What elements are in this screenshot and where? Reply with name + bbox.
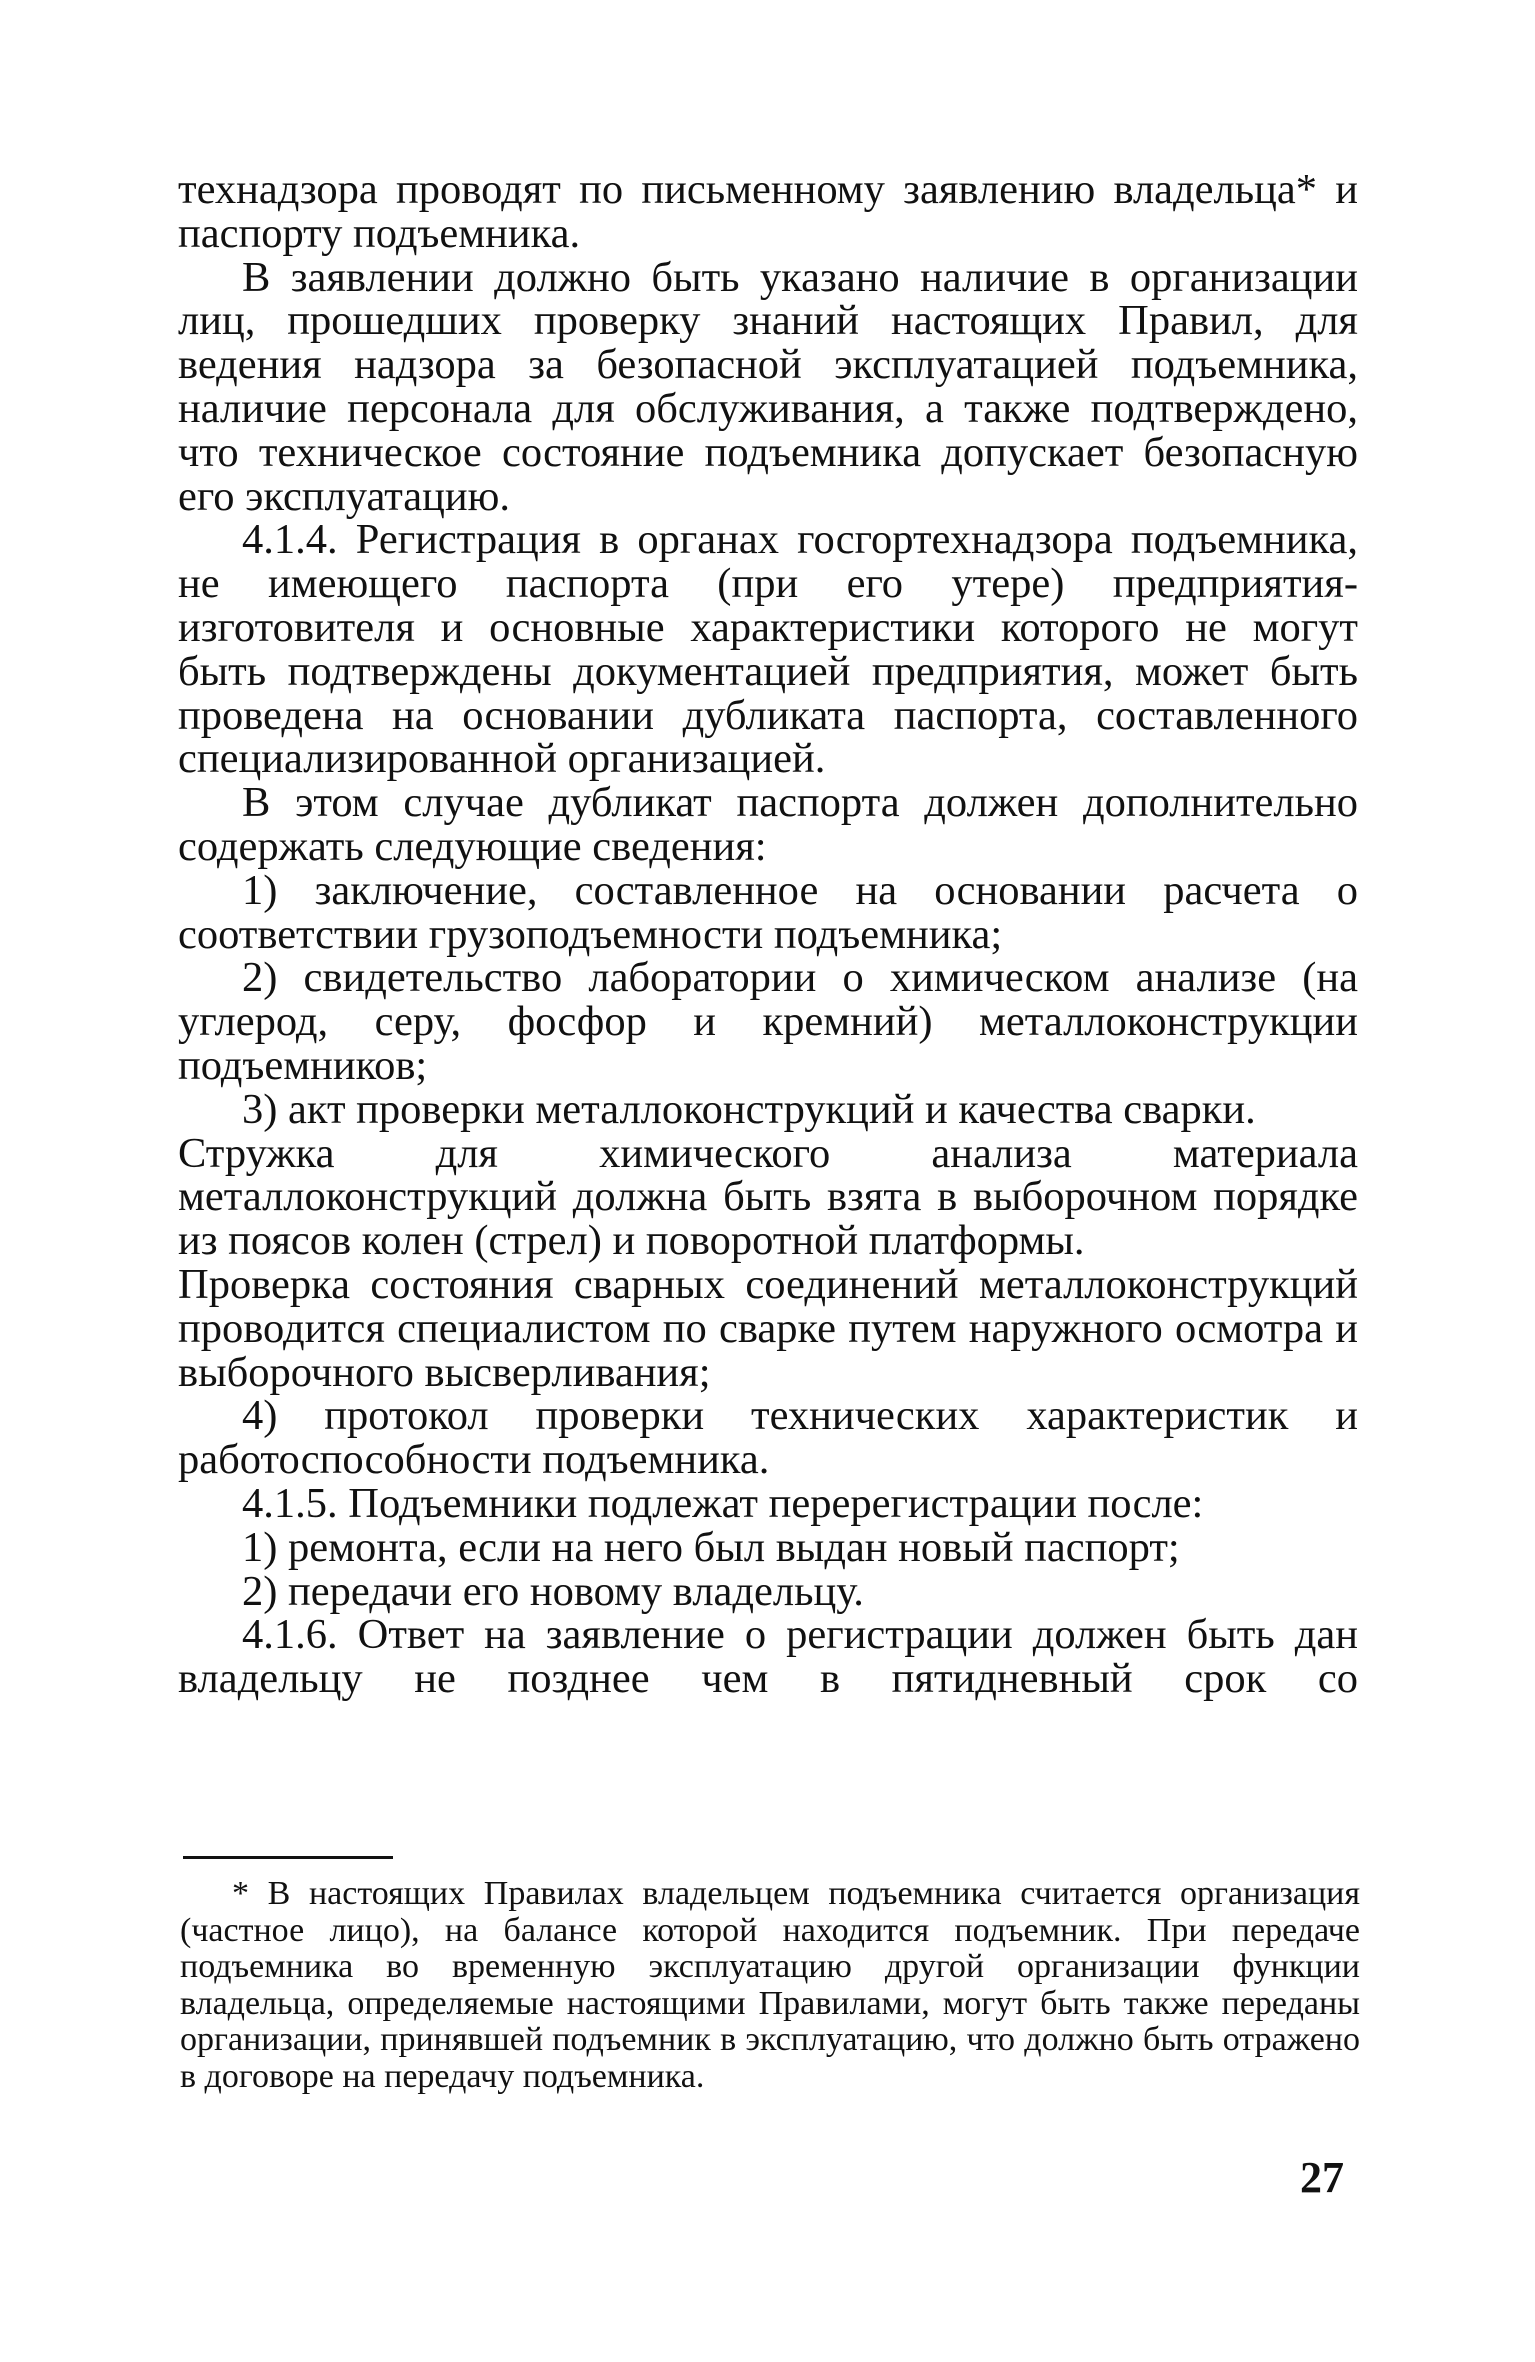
list-item-4-protocol: 4) протокол проверки технических характеристик и работоспособности подъемника. bbox=[178, 1392, 1358, 1484]
footnote bbox=[180, 1876, 1360, 2095]
list-item-1-conclusion: 1) заключение, составленное на основании расчета о соответствии грузоподъемности подъемника; bbox=[178, 866, 1358, 958]
paragraph-duplicate-passport: В этом случае дубликат паспорта должен дополнительно содержать следующие сведения: bbox=[178, 779, 1358, 870]
paragraph-application-requirements: В заявлении должно быть указано наличие в организации лиц, прошедших проверку знаний настоящих Правил, для ведения надзора за безопасной эксплуатацией подъемника, наличие персонала для обслуживания, а также подтверждено, что техническое состояние подъемника допускает безопасную его эксплуатацию. bbox=[178, 253, 1358, 520]
paragraph-4-1-4: 4.1.4. Регистрация в органах госгортехнадзора подъемника, не имеющего паспорта (при его утере) предприятия-изготовителя и основные характеристики которого не могут быть подтверждены документацией предприятия, может быть проведена на основании дубликата паспорта, составленного специализированной организацией. bbox=[178, 516, 1358, 783]
list-item-2-lab-certificate: 2) свидетельство лаборатории о химическом анализе (на углерод, серу, фосфор и кремний) металлоконструкции подъемников; bbox=[178, 954, 1358, 1089]
list-item-repair: 1) ремонта, если на него был выдан новый паспорт; bbox=[242, 1523, 1180, 1571]
paragraph-4-1-6: 4.1.6. Ответ на заявление о регистрации должен быть дан владельцу не позднее чем в пятидневный срок со bbox=[178, 1611, 1358, 1703]
footnote-text: * В настоящих Правилах владельцем подъемника считается организация (частное лицо), на балансе которой находится подъемник. При передаче подъемника во временную эксплуатацию другой организации функции владельца, определяемые настоящими Правилами, могут быть также переданы организации, принявшей подъемник в эксплуатацию, что должно быть отражено в договоре на передачу подъемника. bbox=[180, 1875, 1360, 2095]
paragraph-continuation: технадзора проводят по письменному заявлению владельца* и паспорту подъемника. bbox=[178, 166, 1358, 257]
footnote-divider bbox=[183, 1856, 393, 1859]
paragraph-4-1-5: 4.1.5. Подъемники подлежат перерегистрации после: bbox=[242, 1479, 1204, 1527]
list-item-3-inspection-act: 3) акт проверки металлоконструкций и качества сварки. bbox=[242, 1085, 1256, 1133]
body-text bbox=[178, 168, 1358, 1701]
paragraph-weld-check: Проверка состояния сварных соединений металлоконструкций проводится специалистом по сварке путем наружного осмотра и выборочного высверливания; bbox=[178, 1260, 1358, 1396]
page-number: 27 bbox=[1300, 2153, 1344, 2202]
list-item-new-owner: 2) передачи его новому владельцу. bbox=[242, 1567, 864, 1615]
paragraph-shavings: Стружка для химического анализа материала металлоконструкций должна быть взята в выборочном порядке из поясов колен (стрел) и поворотной платформы. bbox=[178, 1129, 1358, 1265]
